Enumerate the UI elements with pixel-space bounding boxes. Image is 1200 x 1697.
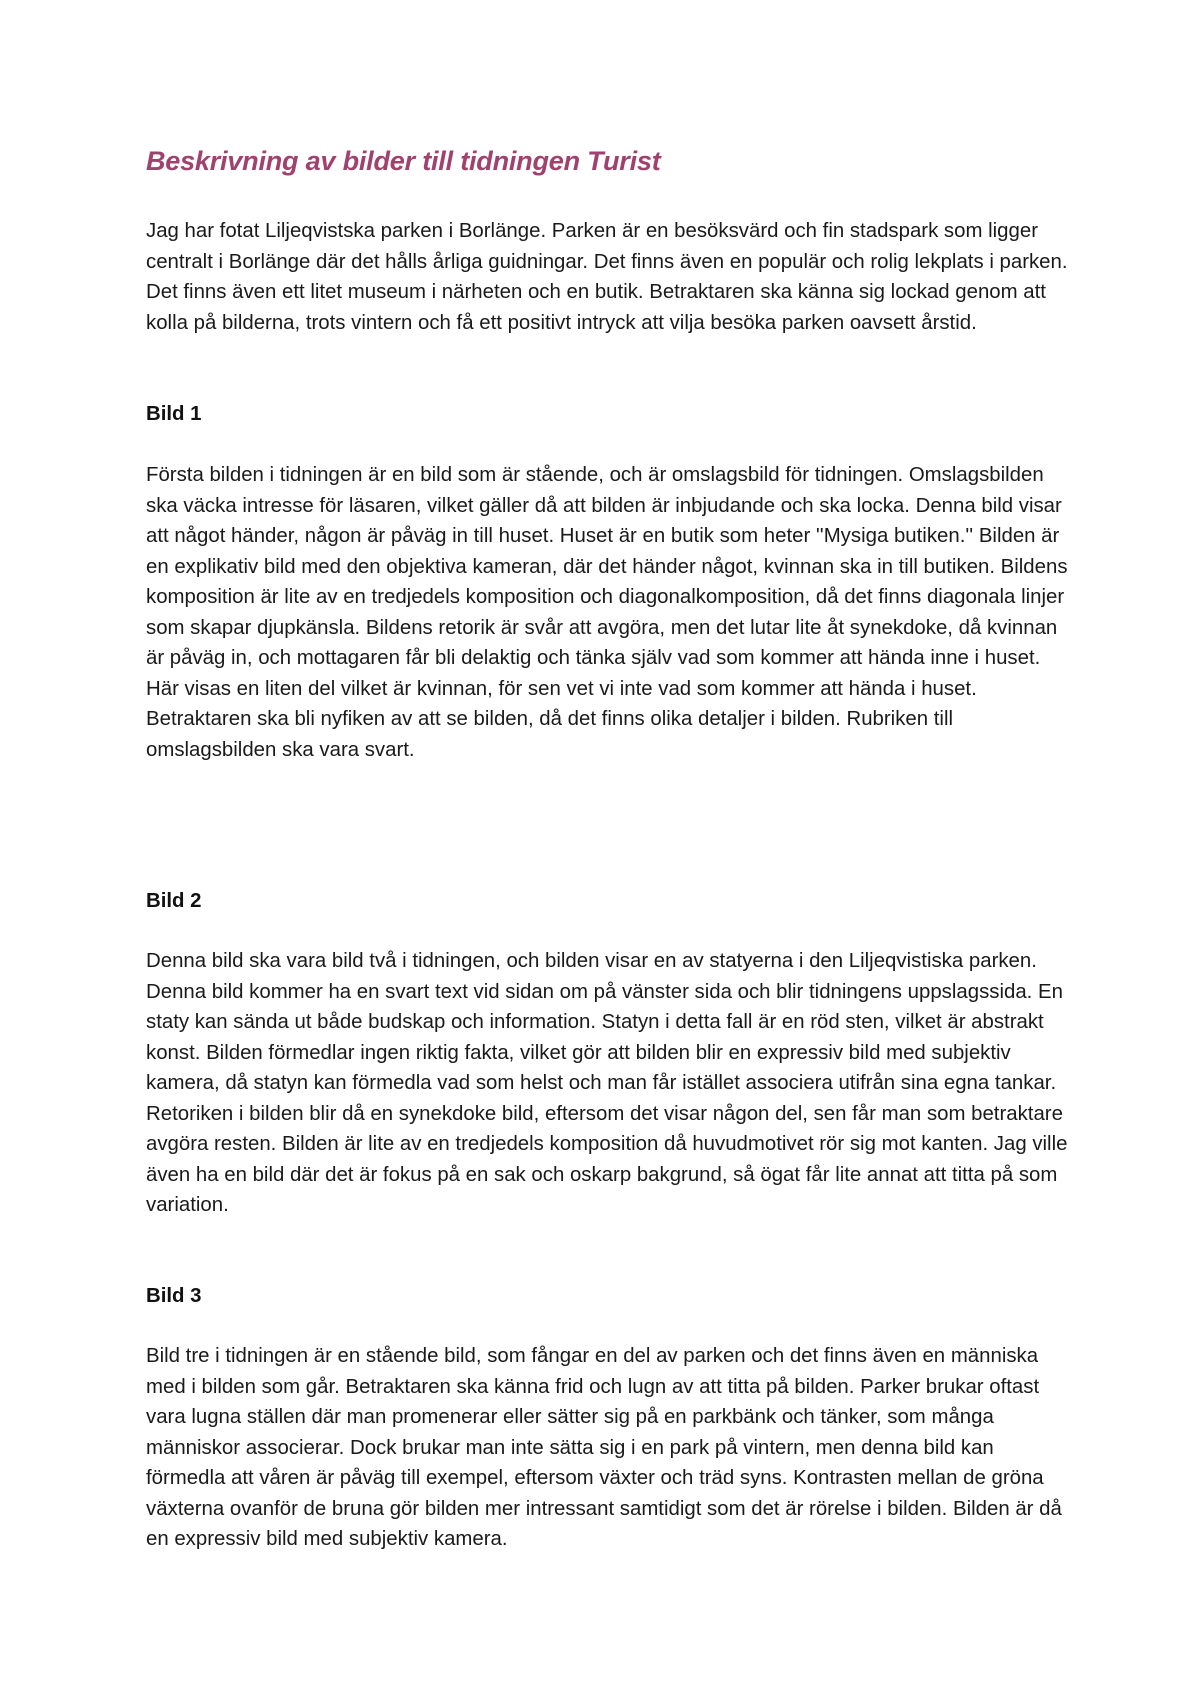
section-heading-bild-1: Bild 1 (146, 403, 202, 425)
section-paragraph-bild-3: Bild tre i tidningen är en stående bild, som fångar en del av parken och det finns även en människa med i bilden som går. Betraktaren ska känna frid och lugn av att titta på bilden. Parker brukar oftast vara lugna ställen där man promenerar eller sätter sig på en parkbänk och tänker, som många människor associerar. Dock brukar man inte sätta sig i en park på vintern, men denna bild kan förmedla att våren är påväg till exempel, eftersom växter och träd syns. Kontrasten mellan de gröna växterna ovanför de bruna gör bilden mer intressant samtidigt som det är rörelse i bilden. Bilden är då en expressiv bild med subjektiv kamera. (146, 1345, 1062, 1550)
section-heading-bild-3: Bild 3 (146, 1285, 202, 1307)
document-title: Beskrivning av bilder till tidningen Turist (146, 146, 661, 176)
section-heading-bild-2: Bild 2 (146, 890, 202, 912)
section-paragraph-bild-1: Första bilden i tidningen är en bild som är stående, och är omslagsbild för tidningen. Omslagsbilden ska väcka intresse för läsaren, vilket gäller då att bilden är inbjudande och ska locka. Denna bild visar att något händer, någon är påväg in till huset. Huset är en butik som heter ''Mysiga butiken.'' Bilden är en explikativ bild med den objektiva kameran, där det händer något, kvinnan ska in till butiken. Bildens komposition är lite av en tredjedels komposition och diagonalkomposition, då det finns diagonala linjer som skapar djupkänsla. Bildens retorik är svår att avgöra, men det lutar lite åt synekdoke, då kvinnan är påväg in, och mottagaren får bli delaktig och tänka själv vad som kommer att hända inne i huset. Här visas en liten del vilket är kvinnan, för sen vet vi inte vad som kommer att hända i huset. Betraktaren ska bli nyfiken av att se bilden, då det finns olika detaljer i bilden. Rubriken till omslagsbilden ska vara svart. (146, 464, 1068, 761)
intro-paragraph: Jag har fotat Liljeqvistska parken i Borlänge. Parken är en besöksvärd och fin stadspark som ligger centralt i Borlänge där det hålls årliga guidningar. Det finns även en populär och rolig lekplats i parken. Det finns även ett litet museum i närheten och en butik. Betraktaren ska känna sig lockad genom att kolla på bilderna, trots vintern och få ett positivt intryck att vilja besöka parken oavsett årstid. (146, 220, 1068, 334)
section-paragraph-bild-2: Denna bild ska vara bild två i tidningen, och bilden visar en av statyerna i den Liljeqvistiska parken. Denna bild kommer ha en svart text vid sidan om på vänster sida och blir tidningens uppslagssida. En staty kan sända ut både budskap och information. Statyn i detta fall är en röd sten, vilket är abstrakt konst. Bilden förmedlar ingen riktig fakta, vilket gör att bilden blir en expressiv bild med subjektiv kamera, då statyn kan förmedla vad som helst och man får istället associera utifrån sina egna tankar. Retoriken i bilden blir då en synekdoke bild, eftersom det visar någon del, sen får man som betraktare avgöra resten. Bilden är lite av en tredjedels komposition då huvudmotivet rör sig mot kanten. Jag ville även ha en bild där det är fokus på en sak och oskarp bakgrund, så ögat får lite annat att titta på som variation. (146, 950, 1068, 1216)
